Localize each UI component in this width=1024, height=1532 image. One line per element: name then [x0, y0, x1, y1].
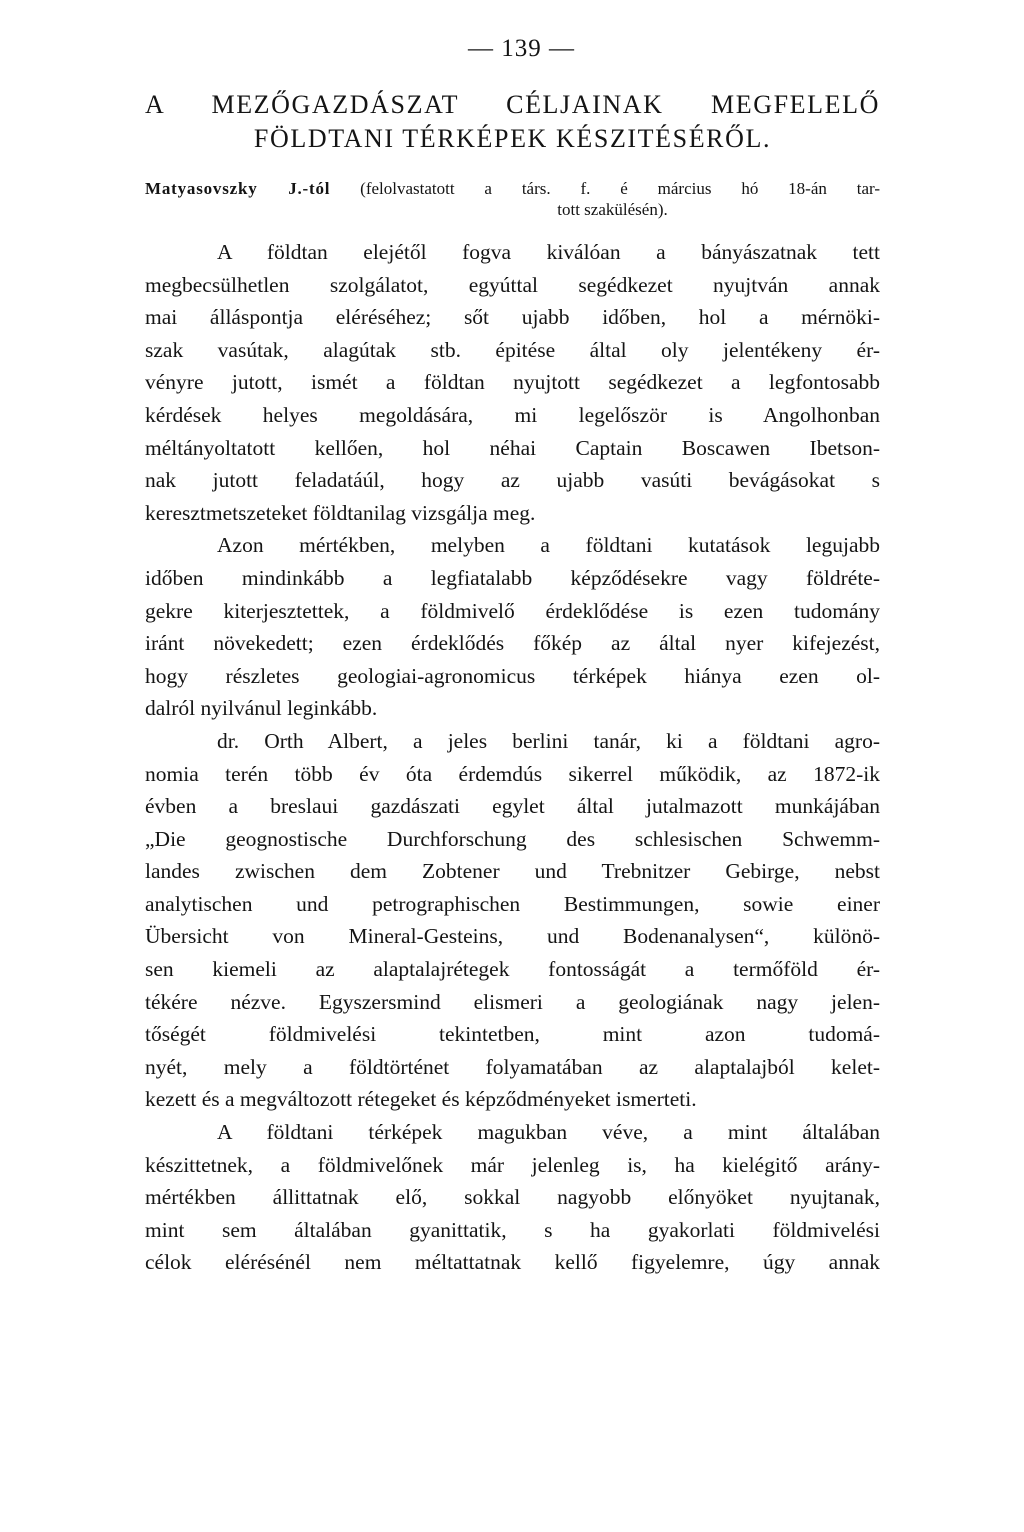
text-line: Übersicht von Mineral-Gesteins, und Bodenanalysen“, különö-: [145, 924, 880, 949]
text-line: célok elérésénél nem méltattatnak kellő figyelemre, úgy annak: [145, 1250, 880, 1275]
page-number: — 139 —: [468, 35, 575, 62]
byline-note-continued: tott szakülésén).: [557, 200, 668, 219]
text-line: gekre kiterjesztettek, a földmivelő érdeklődése is ezen tudomány: [145, 598, 880, 623]
title-line-1: A MEZŐGAZDÁSZAT CÉLJAINAK MEGFELELŐ: [145, 90, 880, 119]
paragraph: [145, 1116, 880, 1279]
author-name: Matyasovszky J.-tól: [145, 179, 331, 198]
text-line: évben a breslaui gazdászati egylet által jutalmazott munkájában: [145, 794, 880, 819]
text-line: keresztmetszeteket földtanilag vizsgálja meg.: [145, 500, 536, 525]
article-title: [145, 88, 880, 156]
text-line: mint sem általában gyanittatik, s ha gyakorlati földmivelési: [145, 1217, 880, 1242]
text-line: kérdések helyes megoldására, mi legelőször is Angolhonban: [145, 402, 880, 427]
text-line: tőségét földmivelési tekintetben, mint azon tudomá-: [145, 1022, 880, 1047]
text-line: „Die geognostische Durchforschung des schlesischen Schwemm-: [145, 826, 880, 851]
text-line: sen kiemeli az alaptalajrétegek fontosságát a termőföld ér-: [145, 957, 880, 982]
text-line: dr. Orth Albert, a jeles berlini tanár, ki a földtani agro-: [217, 728, 880, 753]
byline: [145, 178, 880, 199]
title-line-2: FÖLDTANI TÉRKÉPEK KÉSZITÉSÉRŐL.: [253, 124, 772, 153]
text-line: időben mindinkább a legfiatalabb képződésekre vagy földréte-: [145, 565, 880, 590]
paragraph: [145, 725, 880, 1116]
text-line: landes zwischen dem Zobtener und Trebnitzer Gebirge, nebst: [145, 859, 880, 884]
text-line: hogy részletes geologiai-agronomicus térképek hiánya ezen ol-: [145, 663, 880, 688]
text-line: A földtan elejétől fogva kiválóan a bányászatnak tett: [217, 240, 880, 264]
text-line: dalról nyilvánul leginkább.: [145, 696, 378, 721]
byline-note: (felolvastatott a társ. f. é március hó 18-án tar-: [360, 179, 881, 198]
text-line: nak jutott feladatáúl, hogy az ujabb vasúti bevágásokat s: [145, 468, 880, 493]
text-line: szak vasútak, alagútak stb. épitése által oly jelentékeny ér-: [145, 337, 880, 362]
text-line: vényre jutott, ismét a földtan nyujtott segédkezet a legfontosabb: [145, 370, 880, 395]
text-line: kezett és a megváltozott rétegeket és képződményeket ismerteti.: [145, 1087, 697, 1112]
text-line: Azon mértékben, melyben a földtani kutatások legujabb: [217, 533, 880, 558]
text-line: készittetnek, a földmivelőnek már jelenleg is, ha kielégitő arány-: [145, 1152, 880, 1177]
paragraph: [145, 529, 880, 725]
text-line: iránt növekedett; ezen érdeklődés főkép az által nyer kifejezést,: [145, 631, 880, 656]
text-line: megbecsülhetlen szolgálatot, egyúttal segédkezet nyujtván annak: [145, 272, 880, 297]
document-page: [145, 30, 880, 1279]
body-text: [145, 236, 880, 1279]
text-line: analytischen und petrographischen Bestimmungen, sowie einer: [145, 891, 880, 916]
paragraph: [145, 236, 880, 529]
text-line: mértékben állittatnak elő, sokkal nagyobb előnyöket nyujtanak,: [145, 1185, 880, 1210]
text-line: nyét, mely a földtörténet folyamatában az alaptalajból kelet-: [145, 1054, 880, 1079]
text-line: méltányoltatott kellően, hol néhai Captain Boscawen Ibetson-: [145, 435, 880, 460]
text-line: tékére nézve. Egyszersmind elismeri a geologiának nagy jelen-: [145, 989, 880, 1014]
text-line: mai álláspontja eléréséhez; sőt ujabb időben, hol a mérnöki-: [145, 305, 880, 330]
text-line: A földtani térképek magukban véve, a mint általában: [217, 1120, 880, 1145]
text-line: nomia terén több év óta érdemdús sikerrel működik, az 1872-ik: [145, 761, 880, 786]
